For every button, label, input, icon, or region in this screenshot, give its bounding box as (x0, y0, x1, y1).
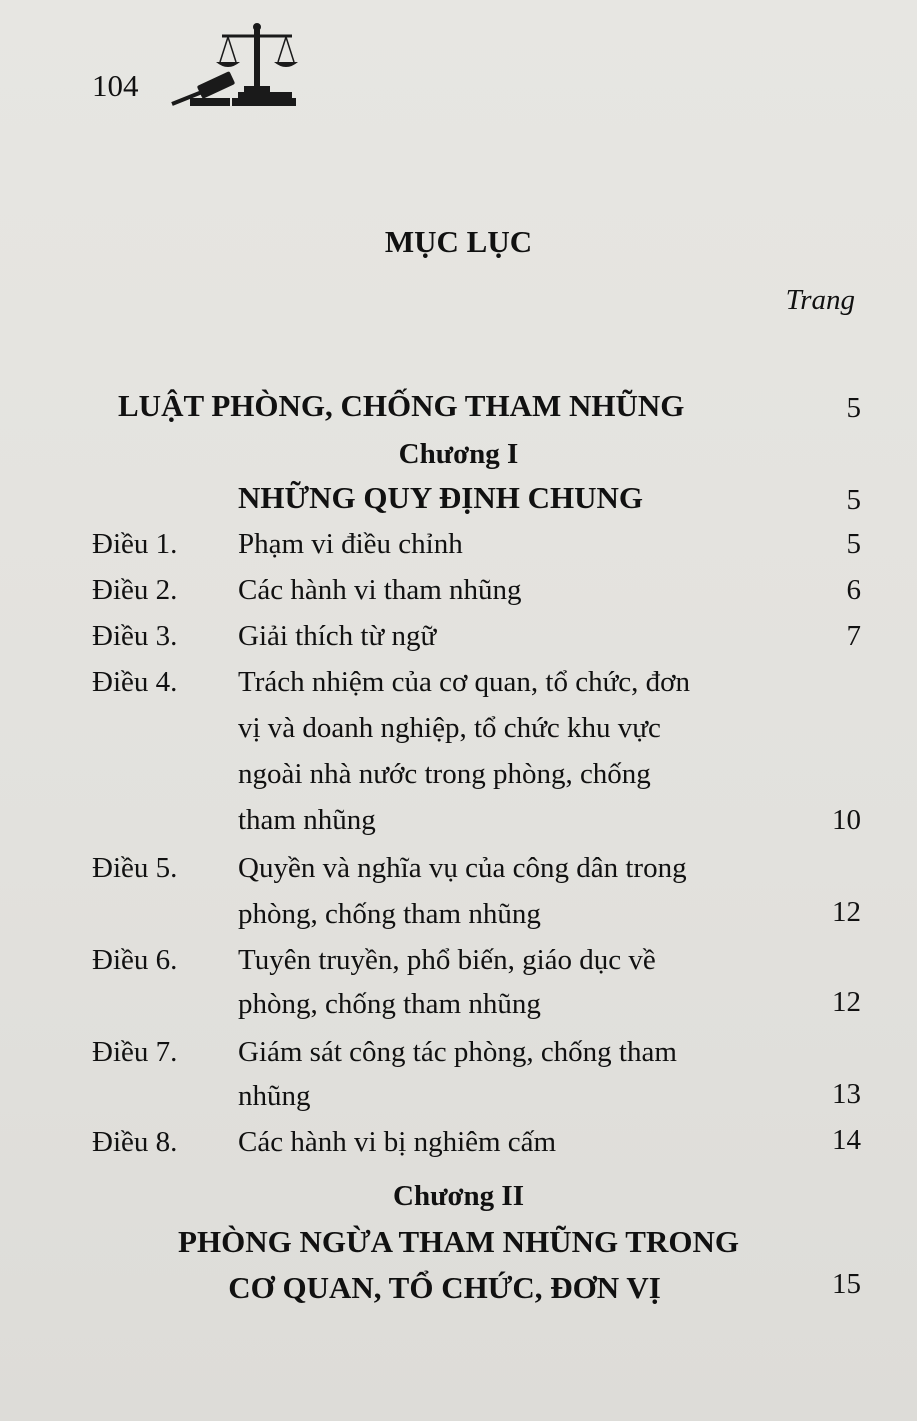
article-title-line: Trách nhiệm của cơ quan, tổ chức, đơn (238, 666, 691, 698)
article-label: Điều 2. (92, 574, 178, 606)
chapter-2-label: Chương II (393, 1180, 524, 1212)
article-title: Giải thích từ ngữ (238, 620, 437, 652)
article-label: Điều 5. (92, 852, 178, 884)
article-title-line: phòng, chống tham nhũng (238, 898, 541, 930)
article-title-line: Tuyên truyền, phổ biến, giáo dục về (238, 944, 656, 976)
article-title-line: vị và doanh nghiệp, tổ chức khu vực (238, 712, 661, 744)
article-label: Điều 3. (92, 620, 178, 652)
article-label: Điều 7. (92, 1036, 178, 1068)
page-number: 104 (92, 68, 139, 103)
article-page: 14 (832, 1124, 861, 1156)
article-page: 5 (846, 528, 861, 560)
article-page: 7 (846, 620, 861, 652)
article-title: Các hành vi tham nhũng (238, 574, 522, 606)
article-label: Điều 1. (92, 528, 178, 560)
chapter-1-label: Chương I (398, 438, 519, 470)
law-title: LUẬT PHÒNG, CHỐNG THAM NHŨNG (118, 388, 685, 423)
article-title: Các hành vi bị nghiêm cấm (238, 1126, 557, 1158)
chapter-2-title-line: PHÒNG NGỪA THAM NHŨNG TRONG (178, 1224, 739, 1259)
chapter-1-page: 5 (846, 484, 861, 516)
law-title-page: 5 (846, 392, 861, 424)
article-page: 12 (832, 896, 861, 928)
article-title-line: nhũng (238, 1080, 311, 1112)
chapter-2-title-line: CƠ QUAN, TỔ CHỨC, ĐƠN VỊ (228, 1270, 661, 1305)
scales-of-justice-icon (168, 22, 298, 108)
article-title-line: tham nhũng (238, 804, 376, 836)
article-label: Điều 6. (92, 944, 178, 976)
toc-title: MỤC LỤC (384, 224, 533, 259)
article-label: Điều 4. (92, 666, 178, 698)
chapter-1-title: NHỮNG QUY ĐỊNH CHUNG (238, 480, 643, 515)
article-title: Phạm vi điều chỉnh (238, 528, 463, 560)
chapter-2-page: 15 (832, 1268, 861, 1300)
article-label: Điều 8. (92, 1126, 178, 1158)
article-title-line: phòng, chống tham nhũng (238, 988, 541, 1020)
page-column-label: Trang (785, 284, 855, 316)
article-title-line: Giám sát công tác phòng, chống tham (238, 1036, 677, 1068)
article-page: 6 (846, 574, 861, 606)
article-page: 10 (832, 804, 861, 836)
article-page: 12 (832, 986, 861, 1018)
article-title-line: ngoài nhà nước trong phòng, chống (238, 758, 651, 790)
article-page: 13 (832, 1078, 861, 1110)
article-title-line: Quyền và nghĩa vụ của công dân trong (238, 852, 687, 884)
